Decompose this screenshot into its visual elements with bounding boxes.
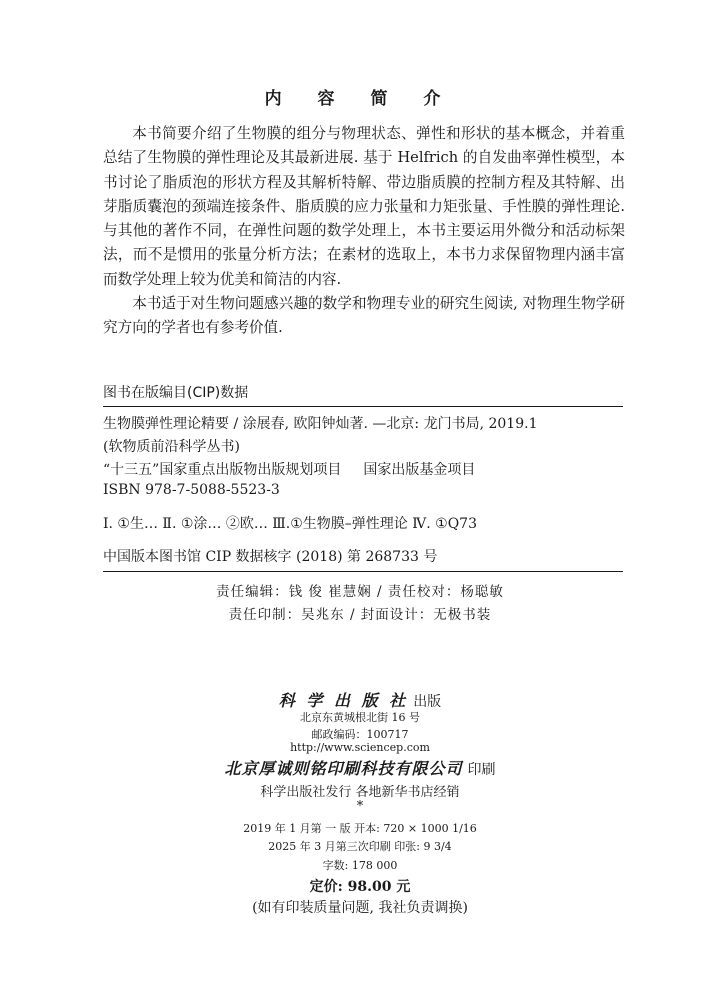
- distribution-line: 科学出版社发行 各地新华书店经销: [260, 785, 460, 800]
- word-count: 字数: 178 000: [322, 859, 398, 872]
- credits-editors: 责任编辑：钱 俊 崔慧娴 / 责任校对：杨聪敏: [216, 584, 504, 600]
- price: 定价: 98.00 元: [309, 879, 411, 895]
- abstract: [103, 122, 625, 341]
- cip-top-rule: [103, 406, 623, 407]
- edition-line: 2019 年 1 月第 一 版 开本: 720 × 1000 1/16: [243, 822, 477, 835]
- printer-suffix: 印刷: [467, 762, 496, 778]
- cip-series-line: (软物质前沿科学丛书): [103, 439, 240, 455]
- cip-title-line: 生物膜弹性理论精要 / 涂展春, 欧阳钟灿著. —北京: 龙门书局, 2019.1: [103, 416, 538, 432]
- publisher-postcode: 邮政编码：100717: [311, 728, 409, 741]
- printer-line: [0, 756, 720, 779]
- cip-project-line: [103, 459, 623, 479]
- printer-name: 北京厚诚则铭印刷科技有限公司: [224, 759, 463, 778]
- cip-bottom-rule: [103, 571, 623, 572]
- publisher-suffix: 出版: [413, 694, 442, 710]
- cip-isbn: ISBN 978-7-5088-5523-3: [103, 482, 280, 498]
- publisher-address: 北京东黄城根北街 16 号: [300, 711, 420, 724]
- cip-record-number: 中国版本图书馆 CIP 数据核字 (2018) 第 268733 号: [103, 549, 438, 565]
- cip-heading: 图书在版编目(CIP)数据: [103, 385, 249, 401]
- abstract-paragraph: 本书简要介绍了生物膜的组分与物理状态、弹性和形状的基本概念，并着重总结了生物膜的弹性理论及其最新进展. 基于 Helfrich 的自发曲率弹性模型，本书讨论了脂质泡的形状方程及其解析特解、带边脂质膜的控制方程及其特解、出芽脂质囊泡的颈端连接条件、脂质膜的应力张量和力矩张量、手性膜的弹性理论. 与其他的著作不同，在弹性问题的数学处理上，本书主要运用外微分和活动标架法，而不是惯用的张量分析方法；在素材的选取上，本书力求保留物理内涵丰富而数学处理上较为优美和简洁的内容.: [103, 125, 625, 288]
- publisher-line: [0, 688, 720, 711]
- cip-project-1: “十三五”国家重点出版物出版规划项目: [103, 462, 342, 478]
- cip-project-2: 国家出版基金项目: [363, 462, 476, 478]
- asterisk: *: [356, 799, 364, 814]
- abstract-paragraph: 本书适于对生物问题感兴趣的数学和物理专业的研究生阅读, 对物理生物学研究方向的学者也有参考价值.: [103, 295, 625, 337]
- cip-classification: Ⅰ. ①生… Ⅱ. ①涂… ②欧… Ⅲ.①生物膜–弹性理论 Ⅳ. ①Q73: [103, 516, 477, 532]
- printing-line: 2025 年 3 月第三次印刷 印张: 9 3/4: [268, 840, 452, 853]
- publisher-url: http://www.sciencep.com: [290, 741, 430, 754]
- quality-note: (如有印装质量问题, 我社负责调换): [252, 900, 468, 916]
- page-title: 内 容 简 介: [264, 89, 456, 109]
- credits-printing: 责任印制：吴兆东 / 封面设计：无极书装: [228, 607, 492, 623]
- publisher-name: 科 学 出 版 社: [278, 691, 409, 710]
